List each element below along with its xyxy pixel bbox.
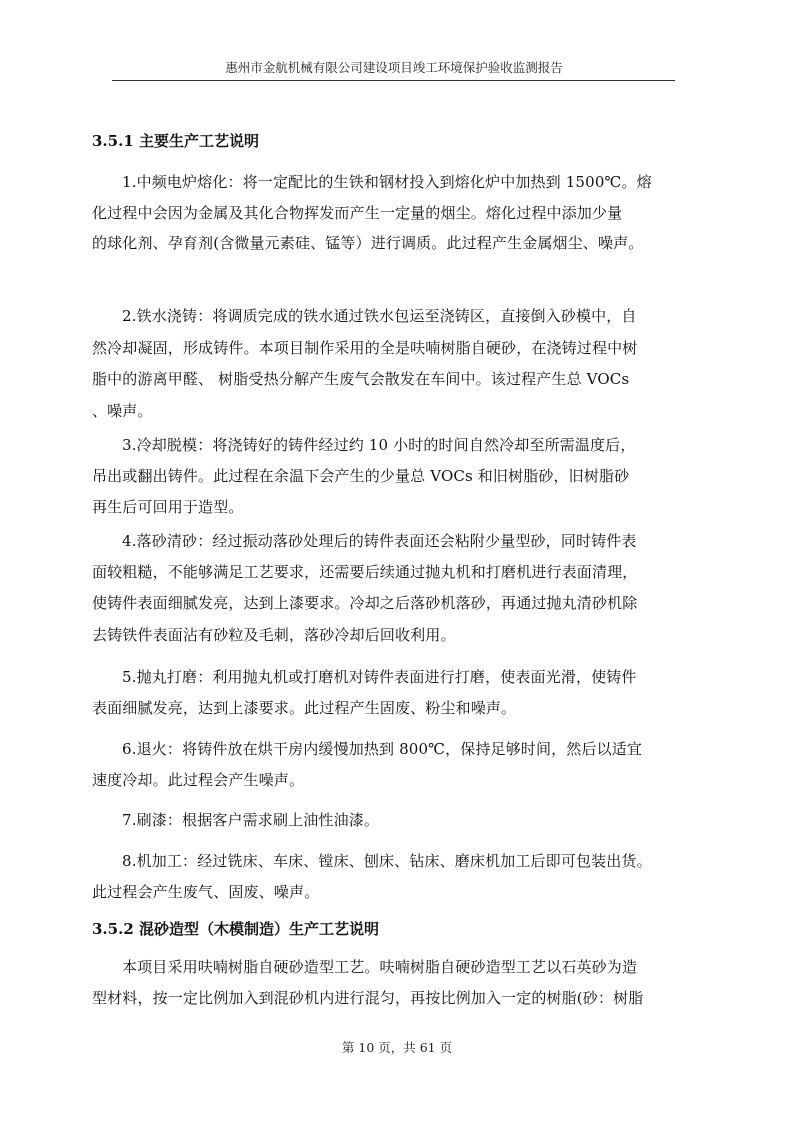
- paragraph-line: 吊出或翻出铸件。此过程在余温下会产生的少量总 VOCs 和旧树脂砂，旧树脂砂: [92, 467, 630, 485]
- section-heading-3-5-2: 3.5.2 混砂造型（木模制造）生产工艺说明: [92, 920, 379, 938]
- paragraph-line: 此过程会产生废气、固废、噪声。: [92, 883, 320, 901]
- paragraph-line: 面较粗糙，不能够满足工艺要求，还需要后续通过抛丸机和打磨机进行表面清理，: [92, 563, 638, 581]
- paragraph-line: 6.退火：将铸件放在烘干房内缓慢加热到 800℃，保持足够时间，然后以适宜: [122, 740, 643, 758]
- paragraph-line: 然冷却凝固，形成铸件。本项目制作采用的全是呋喃树脂自硬砂，在浇铸过程中树: [92, 339, 638, 357]
- paragraph-line: 1.中频电炉熔化：将一定配比的生铁和钢材投入到熔化炉中加热到 1500℃。熔: [122, 173, 652, 191]
- header-rule: [112, 80, 675, 81]
- paragraph-line: 脂中的游离甲醛、 树脂受热分解产生废气会散发在车间中。该过程产生总 VOCs: [92, 370, 630, 388]
- paragraph-line: 7.刷漆：根据客户需求刷上油性油漆。: [122, 811, 380, 829]
- paragraph-line: 速度冷却。此过程会产生噪声。: [92, 771, 305, 789]
- paragraph-line: 使铸件表面细腻发亮，达到上漆要求。冷却之后落砂机落砂，再通过抛丸清砂机除: [92, 594, 638, 612]
- paragraph-line: 表面细腻发亮，达到上漆要求。此过程产生固废、粉尘和噪声。: [92, 699, 517, 717]
- paragraph-line: 的球化剂、孕育剂(含微量元素硅、锰等）进行调质。此过程产生金属烟尘、噪声。: [92, 234, 644, 252]
- page-number: 第 10 页，共 61 页: [341, 1040, 453, 1055]
- paragraph-line: 型材料，按一定比例加入到混砂机内进行混匀，再按比例加入一定的树脂(砂：树脂: [92, 989, 644, 1007]
- paragraph-line: 4.落砂清砂：经过振动落砂处理后的铸件表面还会粘附少量型砂，同时铸件表: [122, 532, 637, 550]
- page-header: 惠州市金航机械有限公司建设项目竣工环境保护验收监测报告: [225, 60, 563, 75]
- paragraph-line: 、噪声。: [92, 402, 153, 420]
- paragraph-line: 再生后可回用于造型。: [92, 498, 244, 516]
- paragraph-line: 本项目采用呋喃树脂自硬砂造型工艺。呋喃树脂自硬砂造型工艺以石英砂为造: [122, 958, 638, 976]
- paragraph-line: 3.冷却脱模：将浇铸好的铸件经过约 10 小时的时间自然冷却至所需温度后，: [122, 436, 636, 454]
- paragraph-line: 5.抛丸打磨：利用抛丸机或打磨机对铸件表面进行打磨，使表面光滑，使铸件: [122, 668, 637, 686]
- paragraph-line: 8.机加工：经过铣床、车床、镗床、刨床、钻床、磨床机加工后即可包装出货。: [122, 852, 652, 870]
- paragraph-line: 去铸铁件表面沾有砂粒及毛刺，落砂冷却后回收利用。: [92, 626, 456, 644]
- paragraph-line: 化过程中会因为金属及其化合物挥发而产生一定量的烟尘。熔化过程中添加少量: [92, 204, 623, 222]
- paragraph-line: 2.铁水浇铸：将调质完成的铁水通过铁水包运至浇铸区，直接倒入砂模中，自: [122, 307, 637, 325]
- section-heading-3-5-1: 3.5.1 主要生产工艺说明: [92, 132, 259, 150]
